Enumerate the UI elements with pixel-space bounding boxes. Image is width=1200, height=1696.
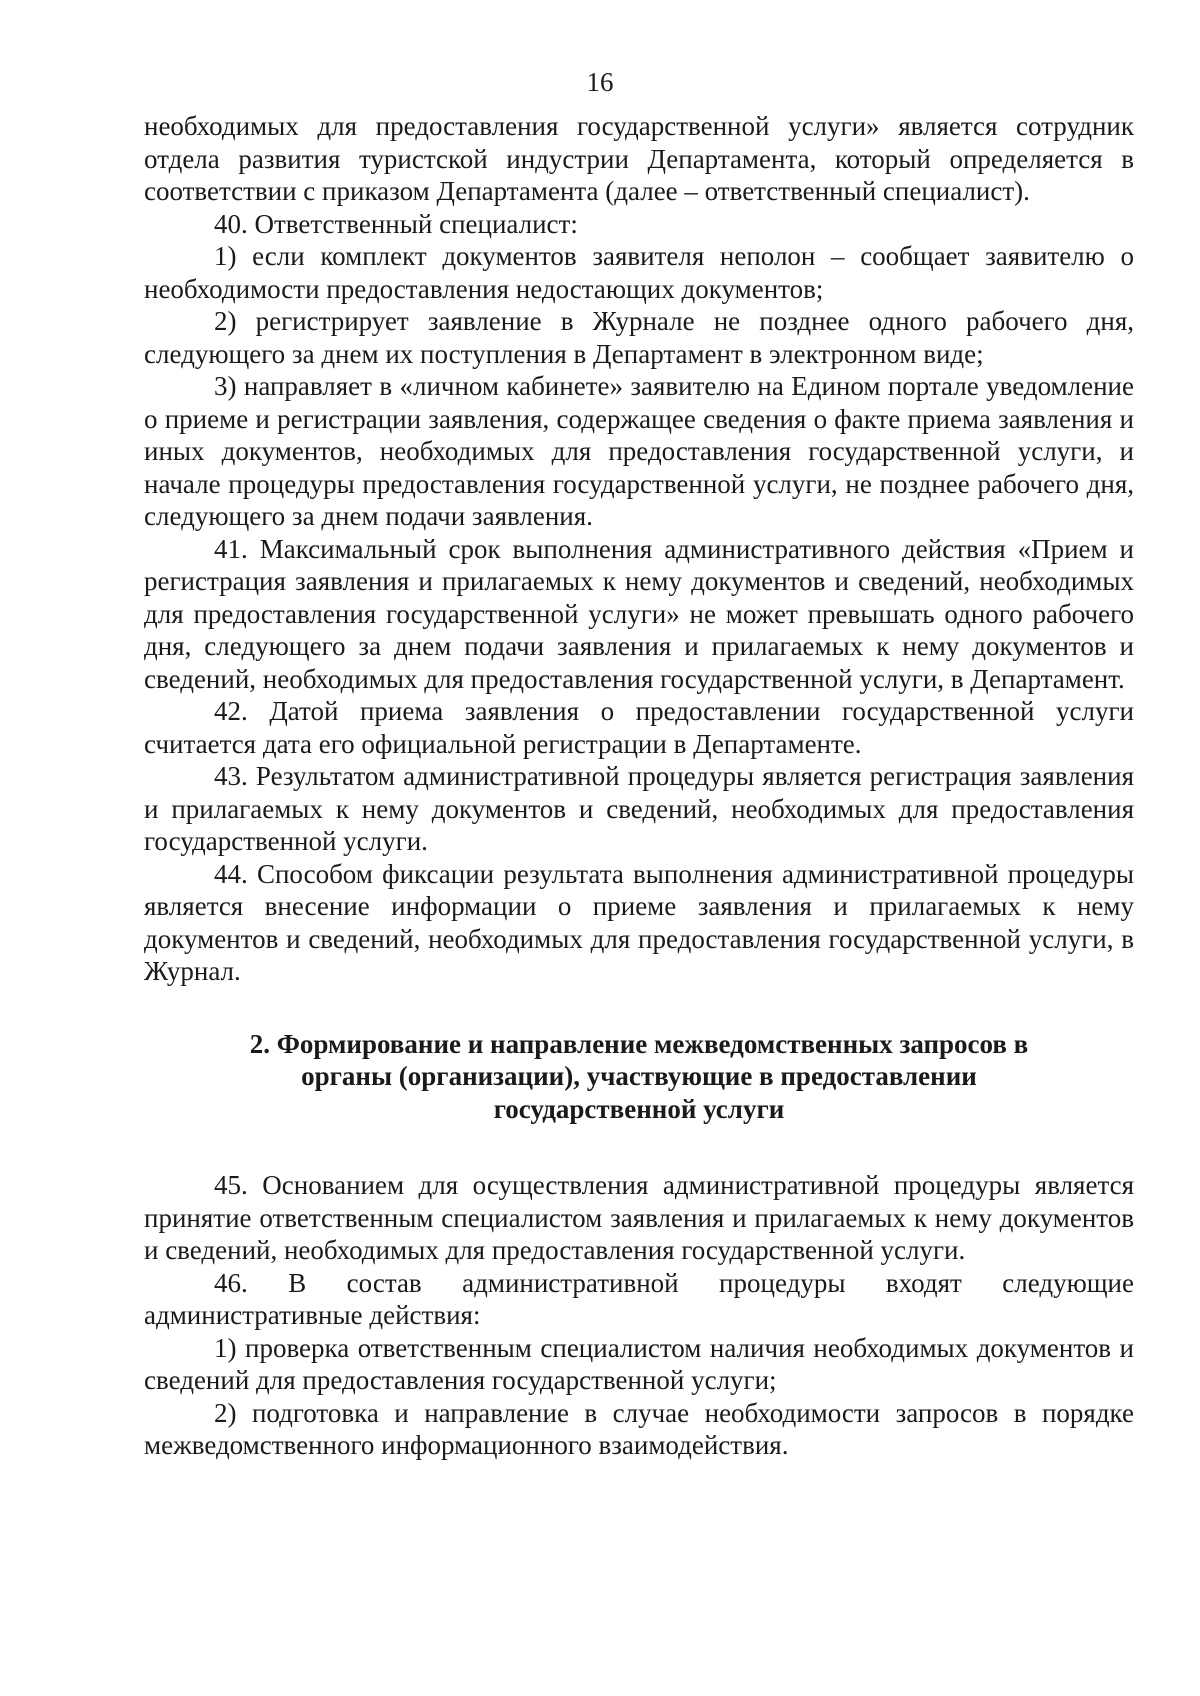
paragraph-40-item-2: 2) регистрирует заявление в Журнале не позднее одного рабочего дня, следующего за днем их поступления в Департамент в электронном виде; [144, 306, 1134, 369]
paragraph-40-item-3: 3) направляет в «личном кабинете» заявителю на Едином портале уведомление о приеме и регистрации заявления, содержащее сведения о факте приема заявления и иных документов, необходимых для предоставления государственной услуги, и начале процедуры предоставления государственной услуги, не позднее рабочего дня, следующего за днем подачи заявления. [144, 371, 1134, 531]
paragraph-41: 41. Максимальный срок выполнения административного действия «Прием и регистрация заявления и прилагаемых к нему документов и сведений, необходимых для предоставления государственной услуги» не может превышать одного рабочего дня, следующего за днем подачи заявления и прилагаемых к нему документов и сведений, необходимых для предоставления государственной услуги, в Департамент. [144, 533, 1134, 694]
paragraph-42: 42. Датой приема заявления о предоставлении государственной услуги считается дата его официальной регистрации в Департаменте. [144, 696, 1134, 759]
paragraph-40-item-1: 1) если комплект документов заявителя неполон – сообщает заявителю о необходимости предоставления недостающих документов; [144, 241, 1134, 304]
section-heading: 2. Формирование и направление межведомственных запросов в органы (организации), участвующие в предоставлении государственной услуги [249, 1028, 1029, 1124]
paragraph-40: 40. Ответственный специалист: [214, 208, 578, 239]
paragraph-46: 46. В состав административной процедуры входят следующие административные действия: [144, 1267, 1134, 1330]
paragraph-44: 44. Способом фиксации результата выполнения административной процедуры является внесение информации о приеме заявления и прилагаемых к нему документов и сведений, необходимых для предоставления государственной услуги, в Журнал. [144, 858, 1134, 986]
paragraph-43: 43. Результатом административной процедуры является регистрация заявления и прилагаемых к нему документов и сведений, необходимых для предоставления государственной услуги. [144, 761, 1134, 856]
paragraph-45: 45. Основанием для осуществления административной процедуры является принятие ответственным специалистом заявления и прилагаемых к нему документов и сведений, необходимых для предоставления государственной услуги. [144, 1170, 1134, 1265]
paragraph-46-item-1: 1) проверка ответственным специалистом наличия необходимых документов и сведений для предоставления государственной услуги; [144, 1332, 1134, 1395]
page-number: 16 [586, 67, 614, 97]
paragraph-continuation: необходимых для предоставления государственной услуги» является сотрудник отдела развития туристской индустрии Департамента, который определяется в соответствии с приказом Департамента (далее – ответственный специалист). [144, 111, 1134, 206]
document-body [144, 110, 1134, 1462]
paragraph-46-item-2: 2) подготовка и направление в случае необходимости запросов в порядке межведомственного информационного взаимодействия. [144, 1397, 1134, 1460]
